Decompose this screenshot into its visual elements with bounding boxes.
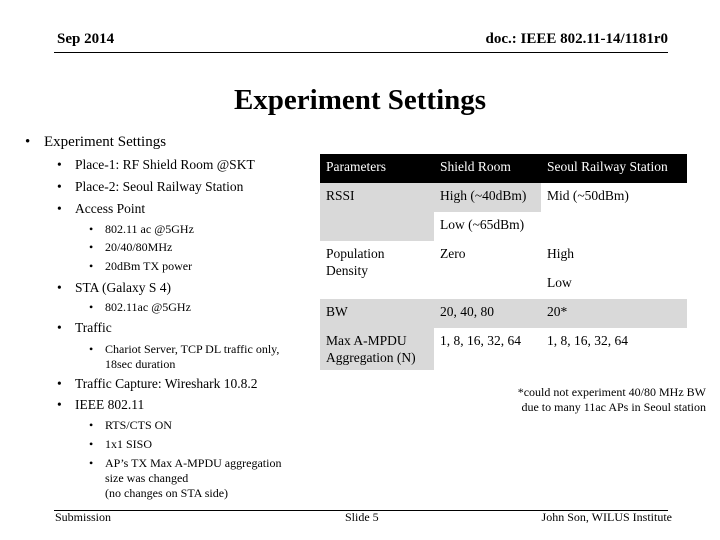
bullet-ieee-item: AP’s TX Max A-MPDU aggregation size was changed (no changes on STA side) — [105, 456, 282, 500]
footer-submission: Submission — [55, 510, 112, 524]
table-cell: Low (~65dBm) — [434, 212, 687, 241]
table-cell: High — [541, 241, 687, 270]
table-row — [320, 241, 687, 270]
bullet-dot: • — [57, 179, 62, 194]
table-cell: High (~40dBm) — [434, 183, 541, 212]
table-footnote: *could not experiment 40/80 MHz BW due to many 11ac APs in Seoul station — [517, 385, 706, 414]
bullet-traffic-item: Chariot Server, TCP DL traffic only, 18sec duration — [105, 342, 280, 371]
bullet-sta-item: 802.11ac @5GHz — [105, 300, 191, 314]
bullet-ieee-item: 1x1 SISO — [105, 437, 153, 451]
table-cell-label: Population Density — [320, 241, 434, 299]
slide-title: Experiment Settings — [233, 84, 487, 116]
settings-table — [320, 154, 687, 370]
bullet-ap-item: 20dBm TX power — [105, 259, 193, 273]
bullet-access-point: Access Point — [75, 201, 146, 216]
header-doc-id: doc.: IEEE 802.11-14/1181r0 — [485, 31, 668, 47]
table-cell: 20* — [541, 299, 687, 328]
bullet-dot: • — [25, 134, 31, 150]
header-date: Sep 2014 — [57, 31, 115, 47]
bullet-ap-item: 802.11 ac @5GHz — [105, 222, 194, 236]
table-cell-label: RSSI — [320, 183, 434, 241]
table-header-cell: Seoul Railway Station — [541, 154, 687, 183]
bullet-capture: Traffic Capture: Wireshark 10.8.2 — [75, 376, 258, 391]
bullet-sta: STA (Galaxy S 4) — [75, 280, 172, 295]
bullet-dot: • — [57, 201, 62, 216]
table-cell-label: Max A-MPDU Aggregation (N) — [320, 328, 434, 370]
bullet-dot: • — [89, 437, 94, 451]
bullet-ieee-item: RTS/CTS ON — [105, 418, 172, 432]
bullet-dot: • — [89, 259, 94, 273]
bullet-dot: • — [57, 376, 62, 391]
bullet-dot: • — [89, 222, 94, 236]
bullet-dot: • — [89, 300, 94, 314]
table-row — [320, 328, 687, 370]
table-header-row — [320, 154, 687, 183]
table-cell: Zero — [434, 241, 541, 299]
footer-slide-number: Slide 5 — [345, 510, 379, 524]
table-cell: Low — [541, 270, 687, 299]
bullet-place1: Place-1: RF Shield Room @SKT — [75, 157, 255, 172]
bullet-dot: • — [89, 342, 94, 356]
table-cell: Mid (~50dBm) — [541, 183, 687, 212]
footer-author: John Son, WILUS Institute — [541, 510, 672, 524]
bullet-traffic: Traffic — [75, 320, 112, 335]
table-cell: 1, 8, 16, 32, 64 — [434, 328, 541, 370]
bullet-ieee: IEEE 802.11 — [75, 397, 145, 412]
table-row — [320, 183, 687, 212]
bullet-dot: • — [57, 157, 62, 172]
bullet-ap-item: 20/40/80MHz — [105, 240, 173, 254]
bullet-dot: • — [57, 320, 62, 335]
bullet-experiment-settings: Experiment Settings — [44, 134, 167, 150]
table-row — [320, 299, 687, 328]
table-cell: 20, 40, 80 — [434, 299, 541, 328]
table-cell-label: BW — [320, 299, 434, 328]
bullet-dot: • — [57, 280, 62, 295]
table-header-cell: Parameters — [320, 154, 434, 183]
bullet-dot: • — [57, 397, 62, 412]
table-header-cell: Shield Room — [434, 154, 541, 183]
bullet-dot: • — [89, 240, 94, 254]
bullet-place2: Place-2: Seoul Railway Station — [75, 179, 244, 194]
bullet-dot: • — [89, 418, 94, 432]
bullet-dot: • — [89, 456, 94, 470]
table-cell: 1, 8, 16, 32, 64 — [541, 328, 687, 370]
header-rule — [54, 52, 668, 53]
